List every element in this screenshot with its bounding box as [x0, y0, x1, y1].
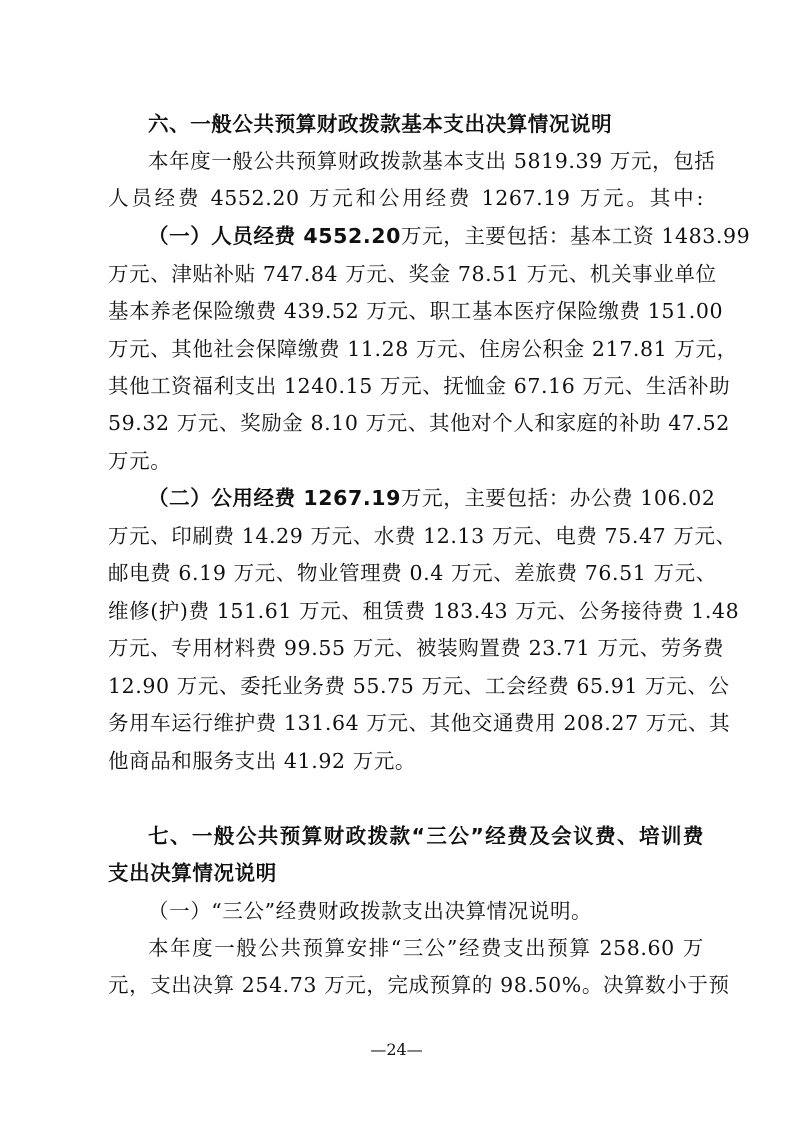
personnel-line-5: 59.32 万元、奖励金 8.10 万元、其他对个人和家庭的补助 47.52	[108, 411, 730, 435]
section7-line-2: 元，支出决算 254.73 万元，完成预算的 98.50%。决算数小于预	[108, 973, 730, 997]
public-lead	[148, 480, 716, 516]
personnel-line-4: 其他工资福利支出 1240.15 万元、抚恤金 67.16 万元、生活补助	[108, 374, 731, 398]
section7-line-1: 本年度一般公共预算安排“三公”经费支出预算 258.60 万	[148, 936, 704, 960]
section6-heading: 六、一般公共预算财政拨款基本支出决算情况说明	[148, 112, 613, 136]
public-line-3: 维修(护)费 151.61 万元、租赁费 183.43 万元、公务接待费 1.48	[108, 599, 740, 623]
page-number: —24—	[370, 1040, 423, 1059]
personnel-line-6: 万元。	[108, 449, 172, 473]
section7-heading-line-2: 支出决算情况说明	[108, 861, 277, 885]
public-line-4: 万元、专用材料费 99.55 万元、被装购置费 23.71 万元、劳务费	[108, 636, 725, 660]
public-lead-bold: （二）公用经费 1267.19	[148, 486, 402, 510]
section7-subheading: （一）“三公”经费财政拨款支出决算情况说明。	[148, 899, 593, 923]
personnel-lead-rest: 万元，主要包括：基本工资 1483.99	[401, 224, 751, 248]
section6-line-2: 人员经费 4552.20 万元和公用经费 1267.19 万元。其中:	[108, 186, 704, 210]
public-line-6: 务用车运行维护费 131.64 万元、其他交通费用 208.27 万元、其	[108, 711, 731, 735]
personnel-lead	[148, 218, 751, 254]
public-lead-rest: 万元，主要包括：办公费 106.02	[401, 486, 716, 510]
personnel-line-1: 万元、津贴补贴 747.84 万元、奖金 78.51 万元、机关事业单位	[108, 262, 717, 286]
personnel-line-3: 万元、其他社会保障缴费 11.28 万元、住房公积金 217.81 万元，	[108, 337, 738, 361]
personnel-lead-bold: （一）人员经费 4552.20	[148, 224, 402, 248]
public-line-2: 邮电费 6.19 万元、物业管理费 0.4 万元、差旅费 76.51 万元、	[108, 561, 717, 585]
public-line-1: 万元、印刷费 14.29 万元、水费 12.13 万元、电费 75.47 万元、	[108, 524, 737, 548]
public-line-5: 12.90 万元、委托业务费 55.75 万元、工会经费 65.91 万元、公	[108, 674, 730, 698]
section6-line-1: 本年度一般公共预算财政拨款基本支出 5819.39 万元，包括	[148, 149, 716, 173]
section7-heading-line-1: 七、一般公共预算财政拨款“三公”经费及会议费、培训费	[148, 824, 704, 848]
public-line-7: 他商品和服务支出 41.92 万元。	[108, 749, 417, 773]
personnel-line-2: 基本养老保险缴费 439.52 万元、职工基本医疗保险缴费 151.00	[108, 299, 724, 323]
